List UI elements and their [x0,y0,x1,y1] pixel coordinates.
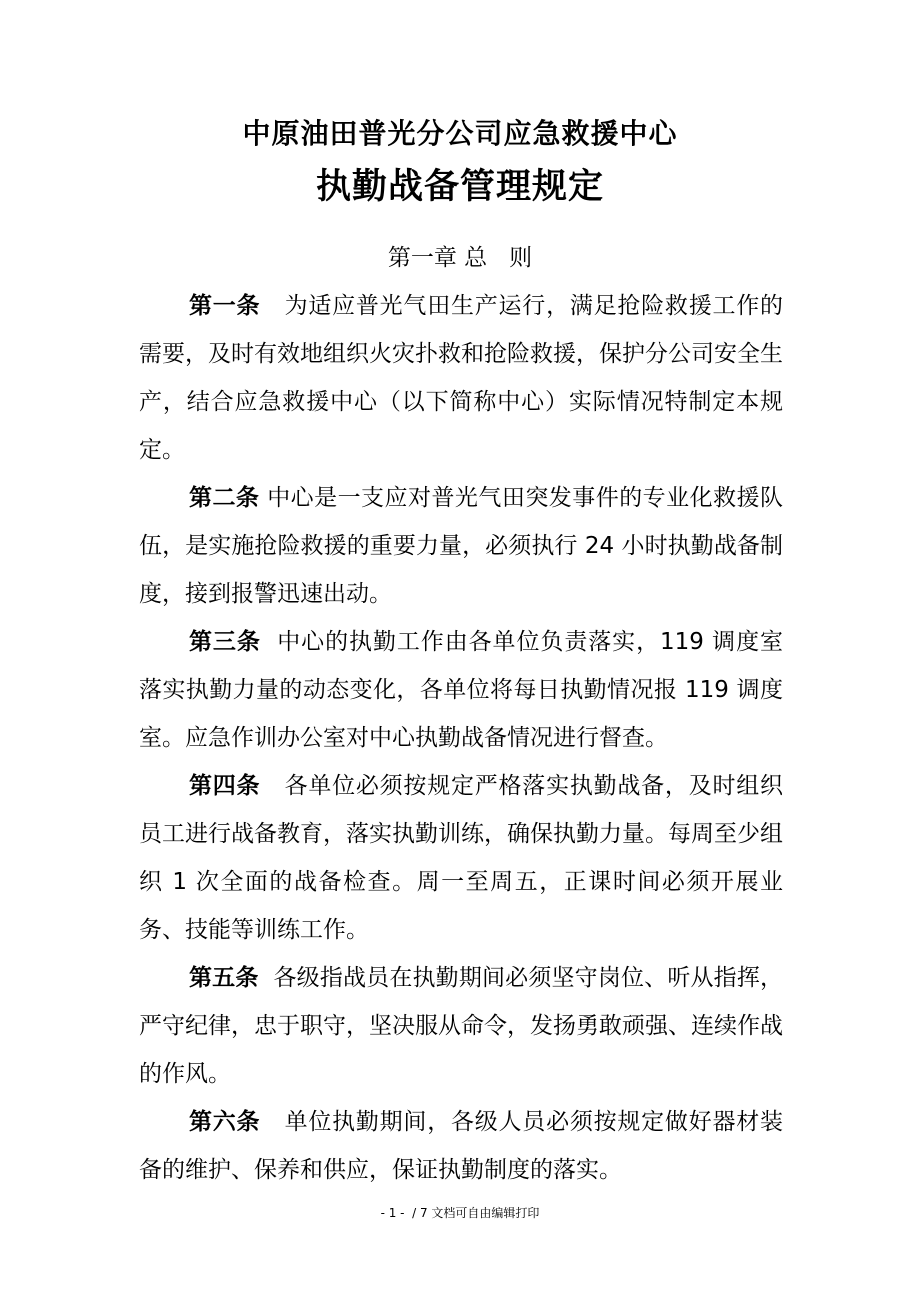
article-text: 中心是一支应对普光气田突发事件的专业化救援队伍，是实施抢险救援的重要力量，必须执行 24 小时执勤战备制度，接到报警迅速出动。 [139,485,784,607]
article-text: 各单位必须按规定严格落实执勤战备，及时组织员工进行战备教育，落实执勤训练，确保执勤力量。每周至少组织 1 次全面的战备检查。周一至周五，正课时间必须开展业务、技能等训练工作。 [139,773,784,943]
article-label: 第二条 [189,485,260,511]
article-label: 第六条 [189,1109,261,1135]
article-5 [139,954,783,1098]
article-label: 第一条 [189,293,261,319]
article-text: 单位执勤期间，各级人员必须按规定做好器材装备的维护、保养和供应，保证执勤制度的落实。 [139,1109,784,1183]
document-subtitle: 执勤战备管理规定 [315,167,604,207]
article-label: 第四条 [189,773,261,799]
article-separator [259,965,274,991]
article-separator [260,1109,284,1135]
article-1 [139,282,783,474]
article-2 [139,474,783,618]
document-title: 中原油田普光分公司应急救援中心 [242,117,678,150]
article-label: 第三条 [189,629,261,655]
article-separator [261,629,277,655]
article-text: 各级指战员在执勤期间必须坚守岗位、听从指挥，严守纪律，忠于职守，坚决服从命令，发扬勇敢顽强、连续作战的作风。 [139,965,784,1087]
article-label: 第五条 [189,965,259,991]
chapter-heading: 第一章 总 则 [387,245,533,271]
article-separator [260,773,284,799]
article-4 [139,762,783,954]
article-6 [139,1098,783,1194]
article-separator [260,293,284,319]
article-3 [139,618,783,762]
page-footer: - 1 - / 7 文档可自由编辑打印 [380,1206,540,1220]
article-text: 中心的执勤工作由各单位负责落实，119 调度室落实执勤力量的动态变化，各单位将每日执勤情况报 119 调度室。应急作训办公室对中心执勤战备情况进行督查。 [139,629,784,751]
article-text: 为适应普光气田生产运行，满足抢险救援工作的需要，及时有效地组织火灾扑救和抢险救援，保护分公司安全生产，结合应急救援中心（以下简称中心）实际情况特制定本规定。 [139,293,784,463]
